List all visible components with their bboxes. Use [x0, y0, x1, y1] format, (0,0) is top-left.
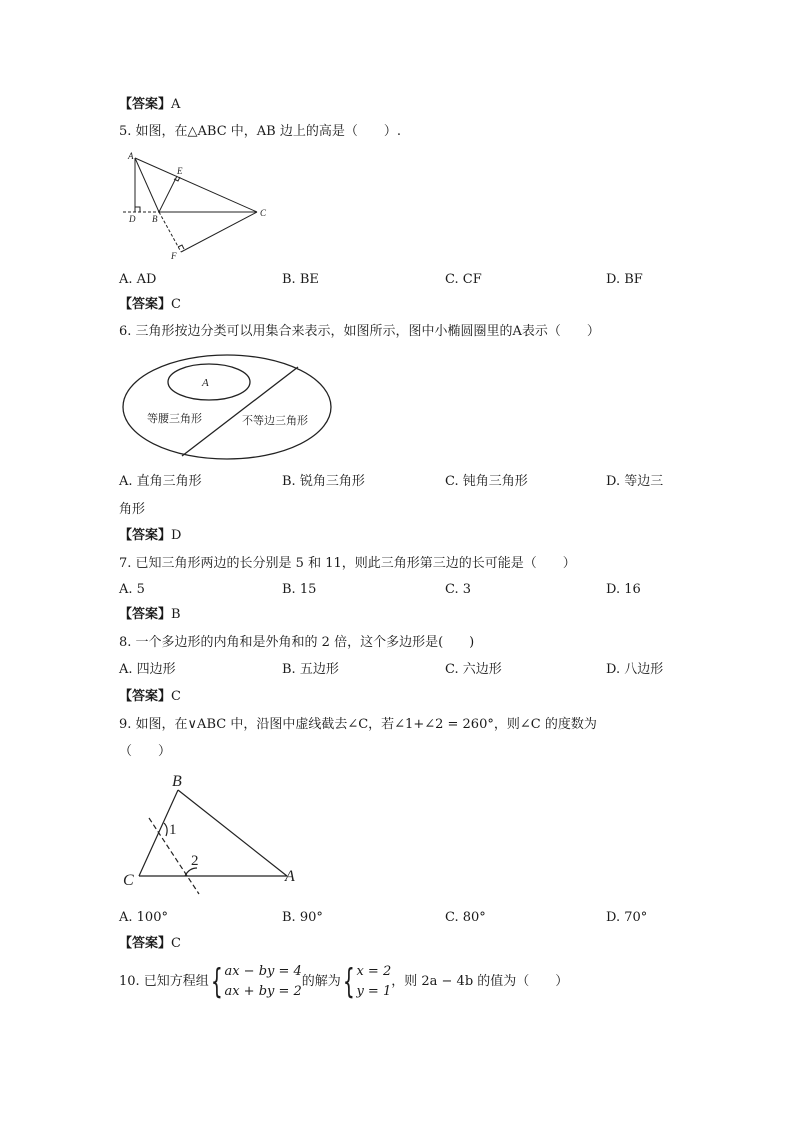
q6-option-d[interactable]: D. 等边三 [606, 474, 664, 489]
label-B: B [152, 214, 158, 224]
answer-value: D [171, 528, 182, 543]
question-9-stem-line2: （ ） [119, 744, 172, 759]
answer-value: C [171, 689, 181, 704]
label-angle-1: 1 [169, 822, 177, 838]
angle-1-arc [164, 823, 167, 836]
answer-value: C [171, 297, 181, 312]
answer-label: 【答案】 [119, 297, 172, 312]
question-7-stem: 7. 已知三角形两边的长分别是 5 和 11，则此三角形第三边的长可能是（ ） [119, 556, 576, 571]
answer-q6 [119, 528, 181, 544]
q8-option-c[interactable]: C. 六边形 [445, 662, 502, 677]
answer-label: 【答案】 [119, 97, 172, 112]
segment-CF [181, 212, 257, 252]
answer-value: B [171, 607, 181, 622]
q5-option-a[interactable]: A. AD [119, 272, 157, 287]
answer-label: 【答案】 [119, 689, 172, 704]
answer-value: A [171, 97, 181, 112]
q5-option-c[interactable]: C. CF [445, 272, 482, 287]
question-10-stem [119, 962, 568, 1002]
q8-option-b[interactable]: B. 五边形 [282, 662, 339, 677]
q8-option-d[interactable]: D. 八边形 [606, 662, 664, 677]
inner-ellipse [168, 364, 250, 400]
scalene-label: 不等边三角形 [242, 414, 308, 427]
q9-option-d[interactable]: D. 70° [606, 910, 648, 925]
inner-label-A: A [202, 377, 209, 389]
q5-option-b[interactable]: B. BE [282, 272, 319, 287]
equation-2: ax + by = 2 [224, 984, 302, 999]
label-angle-2: 2 [191, 853, 199, 869]
solution-system [356, 962, 391, 1002]
q6-venn-figure [120, 352, 336, 462]
solution-2: y = 1 [356, 984, 392, 999]
label-A: A [128, 151, 134, 161]
q6-option-d-wrap: 角形 [119, 502, 146, 517]
left-brace-icon: { [210, 962, 223, 1002]
equation-1: ax − by = 4 [224, 964, 302, 979]
solution-1: x = 2 [356, 964, 392, 979]
segment-AB [135, 158, 159, 212]
question-9-stem-line1: 9. 如图，在∨ABC 中，沿图中虚线截去∠C，若∠1+∠2 = 260°，则∠C 的度数为 [119, 717, 597, 732]
q8-option-a[interactable]: A. 四边形 [119, 662, 176, 677]
label-D: D [129, 214, 136, 224]
q6-option-a[interactable]: A. 直角三角形 [119, 474, 202, 489]
answer-label: 【答案】 [119, 528, 172, 543]
q7-option-b[interactable]: B. 15 [282, 582, 317, 597]
q9-option-b[interactable]: B. 90° [282, 910, 323, 925]
q5-option-d[interactable]: D. BF [606, 272, 643, 287]
isosceles-label: 等腰三角形 [147, 412, 202, 425]
label-F: F [171, 251, 177, 261]
q7-option-c[interactable]: C. 3 [445, 582, 472, 597]
q9-option-c[interactable]: C. 80° [445, 910, 486, 925]
question-6-stem: 6. 三角形按边分类可以用集合来表示，如图所示，图中小椭圆圈里的A表示（ ） [119, 324, 600, 339]
label-E: E [177, 166, 183, 176]
q5-triangle-figure [119, 148, 279, 264]
question-8-stem: 8. 一个多边形的内角和是外角和的 2 倍，这个多边形是( ) [119, 635, 475, 650]
q9-option-a[interactable]: A. 100° [119, 910, 168, 925]
q7-option-a[interactable]: A. 5 [119, 582, 145, 597]
label-A: A [285, 868, 295, 885]
q6-option-b[interactable]: B. 锐角三角形 [282, 474, 365, 489]
segment-BE [159, 176, 177, 212]
dashed-extension-AB [159, 212, 181, 252]
q10-mid: 的解为 [301, 974, 341, 989]
label-C: C [123, 872, 134, 889]
answer-q4 [119, 97, 180, 113]
label-C: C [260, 208, 267, 218]
left-brace-icon: { [342, 962, 355, 1002]
answer-label: 【答案】 [119, 936, 172, 951]
label-B: B [172, 773, 182, 790]
question-5-stem: 5. 如图，在△ABC 中，AB 边上的高是（ ）. [119, 124, 402, 139]
outer-ellipse [123, 355, 331, 459]
segment-AC [135, 158, 257, 212]
q7-option-d[interactable]: D. 16 [606, 582, 641, 597]
answer-q9 [119, 936, 181, 952]
answer-q5 [119, 297, 181, 313]
q10-prefix: 10. 已知方程组 [119, 974, 209, 989]
q9-triangle-figure [119, 770, 309, 898]
answer-q7 [119, 607, 181, 623]
q10-suffix: ，则 2a − 4b 的值为（ ） [391, 974, 569, 989]
answer-q8 [119, 689, 181, 705]
answer-label: 【答案】 [119, 607, 172, 622]
q6-option-c[interactable]: C. 钝角三角形 [445, 474, 528, 489]
equation-system [224, 962, 301, 1002]
answer-value: C [171, 936, 181, 951]
right-angle-D [135, 207, 140, 212]
